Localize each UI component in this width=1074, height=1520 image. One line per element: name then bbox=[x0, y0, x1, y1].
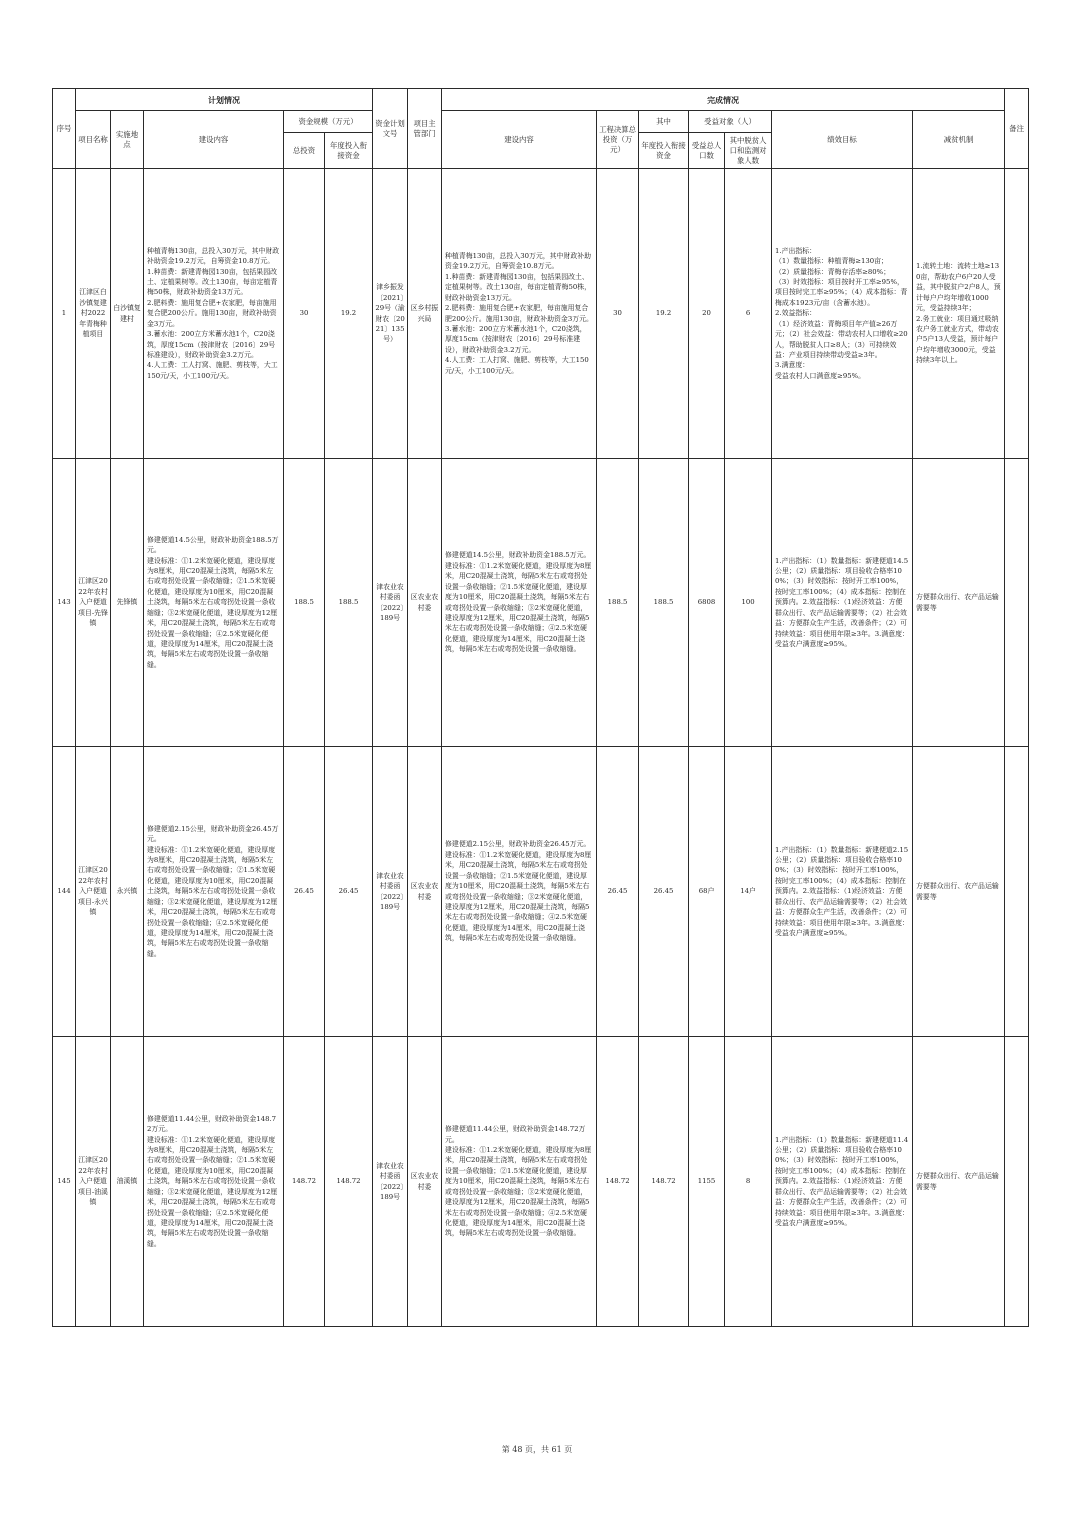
cell-annual: 148.72 bbox=[325, 1037, 373, 1327]
cell-remark bbox=[1005, 747, 1029, 1037]
cell-benef-total: 6808 bbox=[689, 459, 725, 747]
cell-location: 白沙镇复建村 bbox=[111, 169, 144, 459]
header-c-total: 工程决算总投资（万元） bbox=[597, 111, 639, 169]
cell-seq: 143 bbox=[53, 459, 76, 747]
header-content: 建设内容 bbox=[144, 111, 284, 169]
project-table bbox=[52, 88, 1029, 1327]
cell-content: 修建便道11.44公里，财政补助资金148.72万元。 建设标准：①1.2米宽硬化便道，建设厚度为8厘米，用C20混凝土浇筑，每隔5米左右或弯拐处设置一条收缩缝；②1.5米宽硬化便道，建设厚度为10厘米，用C20混凝土浇筑，每隔5米左右或弯拐处设置一条收缩缝；③2米宽硬化便道，建设厚度为12厘米，用C20混凝土浇筑，每隔5米左右或弯拐处设置一条收缩缝；④2.5米宽硬化便道，建设厚度为14厘米，用C20混凝土浇筑，每隔5米左右或弯拐处设置一条收缩缝。 bbox=[144, 1037, 284, 1327]
cell-annual: 19.2 bbox=[325, 169, 373, 459]
cell-content: 修建便道2.15公里，财政补助资金26.45万元。 建设标准：①1.2米宽硬化便道，建设厚度为8厘米，用C20混凝土浇筑，每隔5米左右或弯拐处设置一条收缩缝；②1.5米宽硬化便道，建设厚度为10厘米，用C20混凝土浇筑，每隔5米左右或弯拐处设置一条收缩缝；③2米宽硬化便道，建设厚度为12厘米，用C20混凝土浇筑，每隔5米左右或弯拐处设置一条收缩缝；④2.5米宽硬化便道，建设厚度为14厘米，用C20混凝土浇筑，每隔5米左右或弯拐处设置一条收缩缝。 bbox=[144, 747, 284, 1037]
table-row bbox=[53, 747, 1029, 1037]
cell-mechanism: 方便群众出行、农产品运输需要等 bbox=[913, 459, 1005, 747]
cell-annual: 26.45 bbox=[325, 747, 373, 1037]
table-row bbox=[53, 169, 1029, 459]
cell-perf: 1.产出指标：（1）数量指标：新建便道2.15公里；（2）质量指标：项目验收合格率100%；（3）时效指标：按时开工率100%，按时完工率100%；（4）成本指标：控制在预算内。2.效益指标：（1)经济效益：方便群众出行、农产品运输需要等；（2）社会效益：方便群众生产生活，改善条件；（2）可持续效益：项目使用年限≥3年。3.满意度：受益农户满意度≥95%。 bbox=[772, 747, 913, 1037]
header-benef-poor: 其中脱贫人口和监测对象人数 bbox=[725, 133, 772, 169]
cell-total: 148.72 bbox=[284, 1037, 325, 1327]
cell-c-content: 种植青梅130亩，总投入30万元，其中财政补助资金19.2万元，自筹资金10.8万元。 1.种苗费：新建青梅园130亩，包括果园改土、定植果树等。改土130亩，每亩定植青梅50株，财政补助资金13万元。 2.肥料费：施用复合肥+农家肥，每亩施用复合肥200公斤。施用130亩，财政补助资金3万元。 3.蓄水池：200立方米蓄水池1个，C20浇筑，厚度15cm（按津财农〔2016〕29号标准建设），财政补助资金3.2万元。 4.人工费：工人打窝、施肥、剪枝等，大工150元/天，小工100元/天。 bbox=[442, 169, 597, 459]
cell-seq: 144 bbox=[53, 747, 76, 1037]
cell-dept: 区农业农村委 bbox=[408, 747, 442, 1037]
cell-perf: 1.产出指标： （1）数量指标：种植青梅≥130亩； （2）质量指标：青梅存活率≥80%； （3）时效指标：项目按时开工率≥95%，项目按时完工率≥95%；（4）成本指标：青梅成本1923元/亩（含蓄水池）。 2.效益指标： （1）经济效益：青梅项目年产值≥26万元；（2）社会效益：带动农村人口增收≥20人，帮助脱贫人口≥8人；（3）可持续效益：产业项目持续带动受益≥3年。 3.满意度： 受益农村人口满意度≥95%。 bbox=[772, 169, 913, 459]
cell-name: 江津区2022年农村入户便道项目-油溪镇 bbox=[76, 1037, 111, 1327]
cell-c-total: 148.72 bbox=[597, 1037, 639, 1327]
cell-c-annual: 148.72 bbox=[639, 1037, 689, 1327]
cell-c-annual: 19.2 bbox=[639, 169, 689, 459]
cell-c-content: 修建便道11.44公里，财政补助资金148.72万元。 建设标准：①1.2米宽硬化便道，建设厚度为8厘米，用C20混凝土浇筑，每隔5米左右或弯拐处设置一条收缩缝；②1.5米宽硬化便道，建设厚度为10厘米，用C20混凝土浇筑，每隔5米左右或弯拐处设置一条收缩缝；③2米宽硬化便道，建设厚度为12厘米，用C20混凝土浇筑，每隔5米左右或弯拐处设置一条收缩缝；④2.5米宽硬化便道，建设厚度为14厘米，用C20混凝土浇筑，每隔5米左右或弯拐处设置一条收缩缝。 bbox=[442, 1037, 597, 1327]
table-body bbox=[53, 169, 1029, 1327]
cell-annual: 188.5 bbox=[325, 459, 373, 747]
header-doc-no: 资金计划文号 bbox=[373, 89, 408, 169]
cell-perf: 1.产出指标：（1）数量指标：新建便道11.4公里；（2）质量指标：项目验收合格率100%；（3）时效指标：按时开工率100%，按时完工率100%；（4）成本指标：控制在预算内。2.效益指标：（1)经济效益：方便群众出行、农产品运输需要等；（2）社会效益：方便群众生产生活，改善条件；（2）可持续效益：项目使用年限≥3年。3.满意度：受益农户满意度≥95%。 bbox=[772, 1037, 913, 1327]
header-complete: 完成情况 bbox=[442, 89, 1005, 111]
cell-benef-poor: 6 bbox=[725, 169, 772, 459]
cell-c-total: 188.5 bbox=[597, 459, 639, 747]
cell-benef-poor: 8 bbox=[725, 1037, 772, 1327]
cell-benef-total: 1155 bbox=[689, 1037, 725, 1327]
cell-benef-total: 68户 bbox=[689, 747, 725, 1037]
cell-doc-no: 津乡振发〔2021〕29号（渝财农〔2021〕135号） bbox=[373, 169, 408, 459]
table-header bbox=[53, 89, 1029, 169]
cell-remark bbox=[1005, 459, 1029, 747]
header-benef-total: 受益总人口数 bbox=[689, 133, 725, 169]
cell-total: 26.45 bbox=[284, 747, 325, 1037]
cell-location: 油溪镇 bbox=[111, 1037, 144, 1327]
header-c-content: 建设内容 bbox=[442, 111, 597, 169]
header-plan: 计划情况 bbox=[76, 89, 373, 111]
cell-name: 江津区白沙镇复建村2022年青梅种植项目 bbox=[76, 169, 111, 459]
header-beneficiary: 受益对象（人） bbox=[689, 111, 772, 133]
header-name: 项目名称 bbox=[76, 111, 111, 169]
cell-doc-no: 津农业农村委函〔2022〕189号 bbox=[373, 1037, 408, 1327]
table-row bbox=[53, 1037, 1029, 1327]
header-among: 其中 bbox=[639, 111, 689, 133]
cell-location: 先锋镇 bbox=[111, 459, 144, 747]
cell-remark bbox=[1005, 1037, 1029, 1327]
cell-c-total: 30 bbox=[597, 169, 639, 459]
header-annual: 年度投入衔接资金 bbox=[325, 133, 373, 169]
cell-c-content: 修建便道14.5公里，财政补助资金188.5万元。 建设标准：①1.2米宽硬化便道，建设厚度为8厘米，用C20混凝土浇筑，每隔5米左右或弯拐处设置一条收缩缝；②1.5米宽硬化便道，建设厚度为10厘米，用C20混凝土浇筑，每隔5米左右或弯拐处设置一条收缩缝；③2米宽硬化便道，建设厚度为12厘米，用C20混凝土浇筑，每隔5米左右或弯拐处设置一条收缩缝；④2.5米宽硬化便道，建设厚度为14厘米，用C20混凝土浇筑，每隔5米左右或弯拐处设置一条收缩缝。 bbox=[442, 459, 597, 747]
cell-doc-no: 津农业农村委函〔2022〕189号 bbox=[373, 747, 408, 1037]
cell-name: 江津区2022年农村入户便道项目-先锋镇 bbox=[76, 459, 111, 747]
cell-content: 种植青梅130亩，总投入30万元，其中财政补助资金19.2万元，自筹资金10.8万元。 1.种苗费：新建青梅园130亩，包括果园改土、定植果树等。改土130亩，每亩定植青梅50株，财政补助资金13万元。 2.肥料费：施用复合肥+农家肥，每亩施用复合肥200公斤。施用130亩，财政补助资金3万元。 3.蓄水池：200立方米蓄水池1个，C20浇筑，厚度15cm（按津财农〔2016〕29号标准建设），财政补助资金3.2万元。 4.人工费：工人打窝、施肥、剪枝等，大工150元/天，小工100元/天。 bbox=[144, 169, 284, 459]
cell-c-annual: 26.45 bbox=[639, 747, 689, 1037]
cell-mechanism: 方便群众出行、农产品运输需要等 bbox=[913, 1037, 1005, 1327]
header-total: 总投资 bbox=[284, 133, 325, 169]
cell-content: 修建便道14.5公里，财政补助资金188.5万元。 建设标准：①1.2米宽硬化便道，建设厚度为8厘米，用C20混凝土浇筑，每隔5米左右或弯拐处设置一条收缩缝；②1.5米宽硬化便道，建设厚度为10厘米，用C20混凝土浇筑，每隔5米左右或弯拐处设置一条收缩缝；③2米宽硬化便道，建设厚度为12厘米，用C20混凝土浇筑，每隔5米左右或弯拐处设置一条收缩缝；④2.5米宽硬化便道，建设厚度为14厘米，用C20混凝土浇筑，每隔5米左右或弯拐处设置一条收缩缝。 bbox=[144, 459, 284, 747]
cell-dept: 区农业农村委 bbox=[408, 459, 442, 747]
cell-mechanism: 方便群众出行、农产品运输需要等 bbox=[913, 747, 1005, 1037]
cell-remark bbox=[1005, 169, 1029, 459]
cell-location: 永兴镇 bbox=[111, 747, 144, 1037]
page-footer: 第 48 页，共 61 页 bbox=[501, 1445, 573, 1454]
cell-c-annual: 188.5 bbox=[639, 459, 689, 747]
cell-c-total: 26.45 bbox=[597, 747, 639, 1037]
header-location: 实施地点 bbox=[111, 111, 144, 169]
header-mechanism: 减贫机制 bbox=[913, 111, 1005, 169]
header-dept: 项目主管部门 bbox=[408, 89, 442, 169]
cell-dept: 区乡村振兴局 bbox=[408, 169, 442, 459]
header-c-annual: 年度投入衔接资金 bbox=[639, 133, 689, 169]
cell-total: 30 bbox=[284, 169, 325, 459]
cell-total: 188.5 bbox=[284, 459, 325, 747]
cell-benef-poor: 14户 bbox=[725, 747, 772, 1037]
header-remark: 备注 bbox=[1005, 89, 1029, 169]
cell-seq: 145 bbox=[53, 1037, 76, 1327]
cell-dept: 区农业农村委 bbox=[408, 1037, 442, 1327]
table-row bbox=[53, 459, 1029, 747]
cell-perf: 1.产出指标：（1）数量指标：新建便道14.5公里；（2）质量指标：项目验收合格率100%；（3）时效指标：按时开工率100%，按时完工率100%；（4）成本指标：控制在预算内。2.效益指标：（1)经济效益：方便群众出行、农产品运输需要等；（2）社会效益：方便群众生产生活，改善条件；（2）可持续效益：项目使用年限≥3年。3.满意度：受益农户满意度≥95%。 bbox=[772, 459, 913, 747]
cell-doc-no: 津农业农村委函〔2022〕189号 bbox=[373, 459, 408, 747]
cell-benef-poor: 100 bbox=[725, 459, 772, 747]
cell-seq: 1 bbox=[53, 169, 76, 459]
header-perf: 绩效目标 bbox=[772, 111, 913, 169]
header-fund-scale: 资金规模（万元） bbox=[284, 111, 373, 133]
header-seq: 序号 bbox=[53, 89, 76, 169]
cell-benef-total: 20 bbox=[689, 169, 725, 459]
cell-mechanism: 1.流转土地：流转土地≥130亩，帮助农户6户20人受益，其中脱贫户2户8人，预计每户户均年增收1000元，受益持续3年； 2.务工就业：项目通过吸纳农户务工就业方式，带动农户5户13人受益，预计每户户均年增收3000元，受益持续3年以上。 bbox=[913, 169, 1005, 459]
cell-name: 江津区2022年农村入户便道项目-永兴镇 bbox=[76, 747, 111, 1037]
cell-c-content: 修建便道2.15公里，财政补助资金26.45万元。 建设标准：①1.2米宽硬化便道，建设厚度为8厘米，用C20混凝土浇筑，每隔5米左右或弯拐处设置一条收缩缝；②1.5米宽硬化便道，建设厚度为10厘米，用C20混凝土浇筑，每隔5米左右或弯拐处设置一条收缩缝；③2米宽硬化便道，建设厚度为12厘米，用C20混凝土浇筑，每隔5米左右或弯拐处设置一条收缩缝；④2.5米宽硬化便道，建设厚度为14厘米，用C20混凝土浇筑，每隔5米左右或弯拐处设置一条收缩缝。 bbox=[442, 747, 597, 1037]
